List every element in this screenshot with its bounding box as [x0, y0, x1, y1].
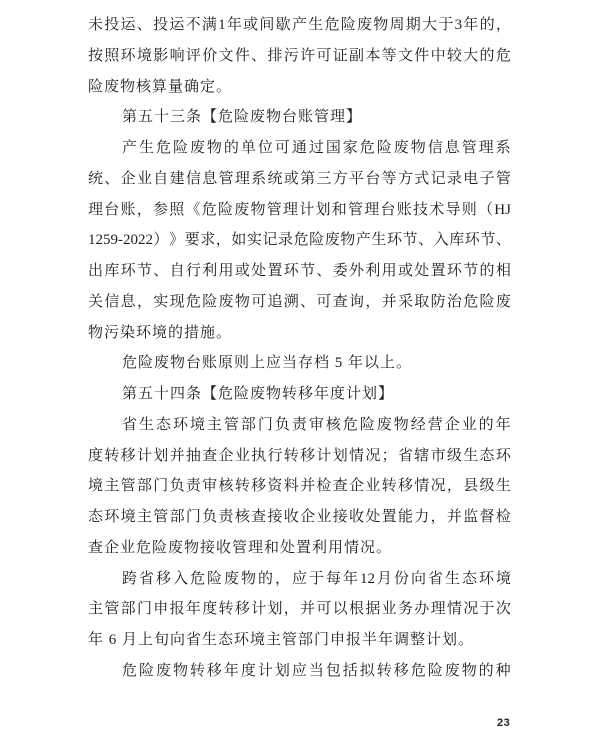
text-line: 险废物核算量确定。 — [88, 78, 233, 95]
text-line: 物污染环境的措施。 — [88, 324, 233, 341]
text-line: 1259-2022 ） 》 要 求 ， 如 实 记 录 危 险 废 物 产 生 环 节 、 入 库 环 节 、 — [88, 232, 511, 249]
text-line: 出 库 环 节 、 自 行 利 用 或 处 置 环 节 、 委 外 利 用 或 处 置 环 节 的 相 — [88, 263, 511, 279]
text-line: 境 主 管 部 门 负 责 审 核 转 移 资 料 并 检 查 企 业 转 移 情 况 ， 县 级 生 — [88, 478, 511, 495]
article-heading: 第五十四条【危险废物转移年度计划】 — [122, 386, 395, 402]
document-text-block — [88, 10, 511, 687]
text-line: 产 生 危 险 废 物 的 单 位 可 通 过 国 家 危 险 废 物 信 息 管 理 系 — [122, 140, 511, 156]
text-line: 关 信 息 ， 实 现 危 险 废 物 可 追 溯 、 可 查 询 ， 并 采 取 防 治 危 险 废 — [88, 293, 511, 310]
text-line: 度 转 移 计 划 并 抽 查 企 业 执 行 转 移 计 划 情 况 ； 省 辖 市 级 生 态 环 — [88, 447, 511, 464]
text-line: 主 管 部 门 申 报 年 度 转 移 计 划 ， 并 可 以 根 据 业 务 办 理 情 况 于 次 — [88, 601, 511, 618]
text-line: 按 照 环 境 影 响 评 价 文 件 、 排 污 许 可 证 副 本 等 文 件 中 较 大 的 危 — [88, 47, 511, 64]
text-line: 态 环 境 主 管 部 门 负 责 核 查 接 收 企 业 接 收 处 置 能 力 ， 并 监 督 检 — [88, 509, 511, 525]
text-line: 年 6 月上旬向省生态环境主管部门申报半年调整计划。 — [88, 632, 475, 648]
text-line: 未 投 运 、 投 运 不 满 1 年 或 间 歇 产 生 危 险 废 物 周 期 大 于 3 年 的 ， — [88, 17, 511, 33]
text-line: 查企业危险废物接收管理和处置利用情况。 — [88, 539, 393, 556]
text-line: 危险废物台账原则上应当存档 5 年以上。 — [122, 355, 413, 372]
text-line: 理 台 账 ， 参 照 《 危 险 废 物 管 理 计 划 和 管 理 台 账 技 术 导 则 （ HJ — [88, 201, 511, 218]
text-line: 跨 省 移 入 危 险 废 物 的 ， 应 于 每 年 12 月 份 向 省 生 态 环 境 — [122, 570, 511, 587]
text-line: 统 、 企 业 自 建 信 息 管 理 系 统 或 第 三 方 平 台 等 方 式 记 录 电 子 管 — [88, 170, 511, 187]
page-number: 23 — [497, 717, 511, 729]
text-line: 省 生 态 环 境 主 管 部 门 负 责 审 核 危 险 废 物 经 营 企 业 的 年 — [122, 416, 511, 433]
text-line: 危 险 废 物 转 移 年 度 计 划 应 当 包 括 拟 转 移 危 险 废 物 的 种 — [122, 662, 511, 679]
article-heading: 第五十三条【危险废物台账管理】 — [122, 109, 363, 126]
